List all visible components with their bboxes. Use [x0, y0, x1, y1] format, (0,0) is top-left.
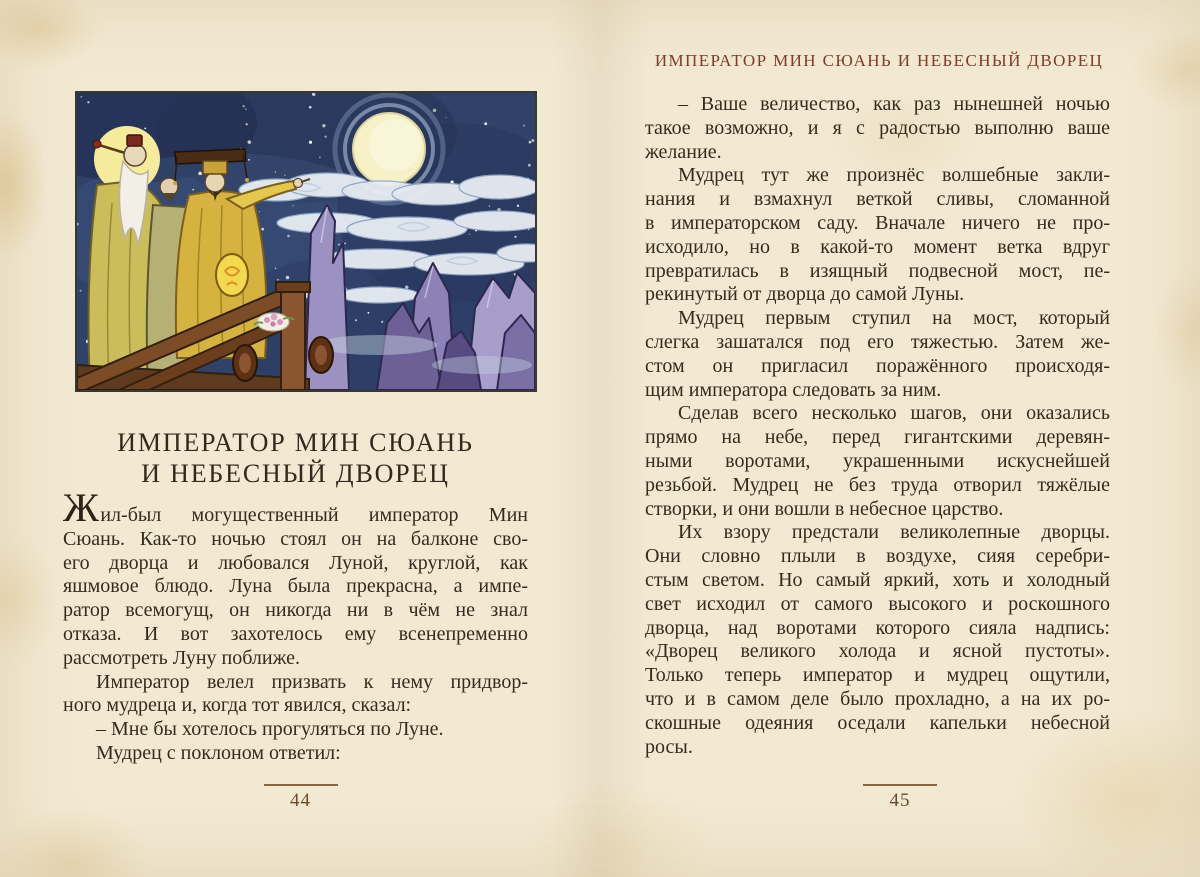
body-line: – Ваше величество, как раз нынешней ночью [678, 93, 1110, 115]
body-line: «Дворец великого холода и ясной пустоты». [645, 640, 1110, 663]
running-header: ИМПЕРАТОР МИН СЮАНЬ И НЕБЕСНЫЙ ДВОРЕЦ [654, 51, 1104, 70]
body-line: прямо на небе, перед гигантскими деревян- [645, 426, 1110, 449]
body-line: превратилась в изящный подвесной мост, пе- [645, 259, 1110, 282]
body-line: Сюань. Как-то ночью стоял он на балконе сво- [63, 527, 528, 550]
body-line: желание. [645, 140, 722, 163]
body-line: щим императора следовать за ним. [645, 378, 942, 401]
chapter-title-line2: И НЕБЕСНЫЙ ДВОРЕЦ [141, 459, 450, 488]
body-line: скошные одеяния оседали капельки небесной [645, 711, 1110, 734]
page-number: 44 [290, 790, 311, 811]
body-line: исходило, но в какой-то момент ветка вдруг [645, 235, 1110, 258]
body-line: – Мне бы хотелось прогуляться по Луне. [96, 718, 444, 741]
body-line: ратор всемогущ, он никогда ни в чём не знал [63, 599, 528, 622]
body-line: Сделав всего несколько шагов, они оказались [678, 402, 1110, 425]
chapter-title-line1: ИМПЕРАТОР МИН СЮАНЬ [117, 428, 474, 457]
body-line: отказа. И вот захотелось ему всенепременно [63, 622, 528, 645]
body-line: створки, и они вошли в небесное царство. [645, 497, 1004, 520]
body-line: ного мудреца и, когда тот явился, сказал: [63, 694, 412, 717]
body-line: рассмотреть Луну поближе. [63, 646, 301, 669]
body-line: стом он пригласил поражённого происходя- [645, 354, 1110, 377]
body-line: дворца, над воротами которого сияла надпись: [645, 616, 1110, 639]
left-page-text [63, 485, 528, 766]
body-line: Они словно плыли в воздухе, сияя серебри- [645, 545, 1110, 568]
footer-rule [863, 784, 937, 786]
right-page-text [645, 93, 1110, 759]
body-line: Мудрец первым ступил на мост, который [678, 307, 1110, 330]
body-line: что и в самом деле было прохладно, а на их ро- [645, 687, 1110, 710]
body-line: свет исходил от самого высокого и роскошного [645, 592, 1110, 615]
page-number: 45 [889, 790, 911, 811]
body-line: нания и взмахнул веткой сливы, сломанной [645, 188, 1110, 211]
body-line: яшмовое блюдо. Луна была прекрасна, а импе- [63, 575, 528, 598]
body-line: стым светом. Но самый яркий, хоть и холодный [645, 568, 1110, 591]
chapter-title [63, 427, 528, 489]
footer-rule [264, 784, 338, 786]
left-page-footer [63, 784, 538, 812]
drop-cap: Ж [63, 485, 100, 530]
body-line: слегка зашатался под его тяжестью. Затем же- [645, 330, 1110, 353]
body-line: в императорском саду. Вначале ничего не про- [645, 211, 1110, 234]
body-line: резьбой. Мудрец не без труда отворил тяжёлые [645, 473, 1110, 496]
body-line: росы. [645, 735, 693, 758]
body-line: Мудрец с поклоном ответил: [96, 741, 341, 764]
body-line: рекинутый от дворца до самой Луны. [645, 283, 965, 306]
body-line: такое возможно, и я с радостью выполню ваше [645, 116, 1110, 139]
body-line: ными воротами, украшенными искуснейшей [645, 449, 1110, 472]
body-line: Император велел призвать к нему придвор- [96, 670, 528, 693]
body-line: Жил-был могущественный император Мин [63, 485, 528, 530]
night-scene-illustration [77, 93, 535, 390]
right-page-footer [645, 784, 1155, 812]
body-line: Мудрец тут же произнёс волшебные закли- [678, 164, 1110, 187]
body-line: Их взору предстали великолепные дворцы. [678, 521, 1110, 544]
body-line: Только теперь император и мудрец ощутили, [645, 664, 1110, 687]
story-illustration [75, 91, 537, 392]
body-line: его дворца и любовался Луной, круглой, как [63, 551, 528, 574]
